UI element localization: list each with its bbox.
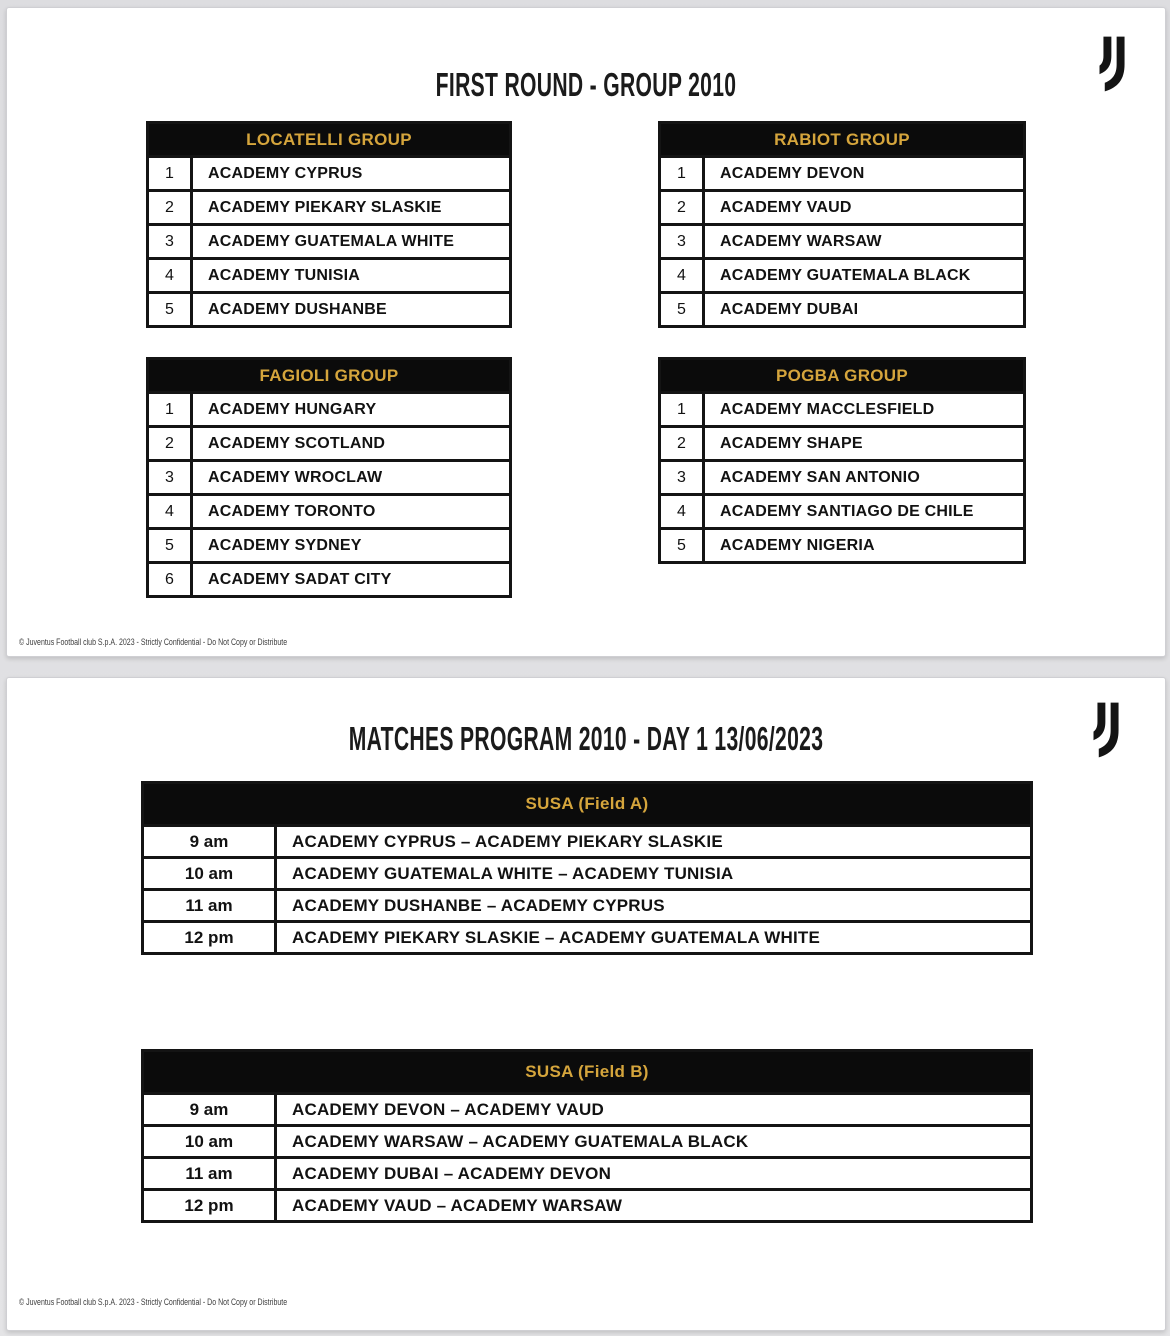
team-name: ACADEMY CYPRUS — [208, 164, 363, 182]
team-name: ACADEMY SAN ANTONIO — [720, 468, 920, 486]
group-header: RABIOT GROUP — [661, 124, 1023, 155]
team-name: ACADEMY TUNISIA — [208, 266, 361, 284]
group-row — [149, 527, 509, 561]
row-number: 4 — [661, 260, 705, 291]
group-row — [149, 561, 509, 595]
schedule-header: SUSA (Field B) — [144, 1052, 1030, 1092]
team-name: ACADEMY TORONTO — [208, 502, 376, 520]
schedule-row — [144, 856, 1030, 888]
row-number: 4 — [149, 260, 193, 291]
copyright-footer: © Juventus Football club S.p.A. 2023 - Strictly Confidential - Do Not Copy or Distribute — [19, 637, 288, 647]
row-number: 2 — [149, 428, 193, 459]
match-pairing: ACADEMY DUBAI – ACADEMY DEVON — [292, 1163, 612, 1183]
team-name: ACADEMY WROCLAW — [208, 468, 383, 486]
schedule-header: SUSA (Field A) — [144, 784, 1030, 824]
match-time: 10 am — [144, 859, 277, 888]
team-name: ACADEMY SCOTLAND — [208, 434, 386, 452]
match-time: 9 am — [144, 1095, 277, 1124]
match-pairing: ACADEMY GUATEMALA WHITE – ACADEMY TUNISIA — [292, 863, 734, 883]
row-number: 2 — [149, 192, 193, 223]
row-number: 3 — [149, 462, 193, 493]
row-number: 3 — [661, 226, 705, 257]
first-round-title: FIRST ROUND - GROUP 2010 — [435, 66, 737, 104]
team-name: ACADEMY DUSHANBE — [208, 300, 387, 318]
team-name: ACADEMY DEVON — [720, 164, 865, 182]
group-table-pogba — [658, 357, 1026, 564]
match-pairing: ACADEMY VAUD – ACADEMY WARSAW — [292, 1195, 623, 1215]
row-number: 5 — [661, 530, 705, 561]
schedule-row — [144, 1092, 1030, 1124]
page-first-round — [6, 7, 1166, 657]
match-time: 11 am — [144, 1159, 277, 1188]
group-row — [661, 189, 1023, 223]
row-number: 3 — [661, 462, 705, 493]
group-row — [149, 391, 509, 425]
team-name: ACADEMY SANTIAGO DE CHILE — [720, 502, 974, 520]
team-name: ACADEMY VAUD — [720, 198, 852, 216]
group-row — [661, 291, 1023, 325]
team-name: ACADEMY SADAT CITY — [208, 570, 392, 588]
row-number: 6 — [149, 564, 193, 595]
group-table-fagioli — [146, 357, 512, 598]
row-number: 5 — [661, 294, 705, 325]
group-row — [149, 291, 509, 325]
schedule-row — [144, 920, 1030, 952]
team-name: ACADEMY DUBAI — [720, 300, 859, 318]
team-name: ACADEMY WARSAW — [720, 232, 882, 250]
match-pairing: ACADEMY DUSHANBE – ACADEMY CYPRUS — [292, 895, 665, 915]
group-header: POGBA GROUP — [661, 360, 1023, 391]
match-pairing: ACADEMY WARSAW – ACADEMY GUATEMALA BLACK — [292, 1131, 749, 1151]
team-name: ACADEMY HUNGARY — [208, 400, 377, 418]
team-name: ACADEMY GUATEMALA WHITE — [208, 232, 455, 250]
group-row — [661, 425, 1023, 459]
juventus-logo-icon — [1087, 700, 1129, 758]
team-name: ACADEMY SYDNEY — [208, 536, 362, 554]
copyright-footer: © Juventus Football club S.p.A. 2023 - Strictly Confidential - Do Not Copy or Distribute — [19, 1297, 288, 1307]
group-row — [149, 459, 509, 493]
row-number: 5 — [149, 294, 193, 325]
schedule-row — [144, 824, 1030, 856]
match-time: 12 pm — [144, 923, 277, 952]
row-number: 3 — [149, 226, 193, 257]
schedule-table-field-a — [141, 781, 1033, 955]
row-number: 1 — [149, 158, 193, 189]
schedule-row — [144, 888, 1030, 920]
match-pairing: ACADEMY PIEKARY SLASKIE – ACADEMY GUATEMALA WHITE — [292, 927, 821, 947]
row-number: 4 — [661, 496, 705, 527]
schedule-table-field-b — [141, 1049, 1033, 1223]
group-row — [661, 493, 1023, 527]
match-pairing: ACADEMY DEVON – ACADEMY VAUD — [292, 1099, 604, 1119]
schedule-row — [144, 1156, 1030, 1188]
group-header: FAGIOLI GROUP — [149, 360, 509, 391]
group-row — [149, 493, 509, 527]
row-number: 1 — [661, 394, 705, 425]
group-table-rabiot — [658, 121, 1026, 328]
group-row — [661, 527, 1023, 561]
juventus-logo-icon — [1093, 34, 1135, 92]
row-number: 4 — [149, 496, 193, 527]
match-time: 10 am — [144, 1127, 277, 1156]
team-name: ACADEMY NIGERIA — [720, 536, 875, 554]
row-number: 1 — [661, 158, 705, 189]
team-name: ACADEMY MACCLESFIELD — [720, 400, 935, 418]
row-number: 2 — [661, 428, 705, 459]
schedule-row — [144, 1124, 1030, 1156]
group-row — [661, 155, 1023, 189]
matches-title: MATCHES PROGRAM 2010 - DAY 1 13/06/2023 — [348, 720, 824, 758]
match-time: 11 am — [144, 891, 277, 920]
group-row — [149, 189, 509, 223]
row-number: 1 — [149, 394, 193, 425]
row-number: 5 — [149, 530, 193, 561]
group-row — [661, 459, 1023, 493]
group-header: LOCATELLI GROUP — [149, 124, 509, 155]
match-time: 9 am — [144, 827, 277, 856]
group-row — [149, 155, 509, 189]
group-row — [149, 257, 509, 291]
group-row — [661, 391, 1023, 425]
row-number: 2 — [661, 192, 705, 223]
match-time: 12 pm — [144, 1191, 277, 1220]
page-matches-program — [6, 677, 1166, 1331]
group-table-locatelli — [146, 121, 512, 328]
group-row — [149, 223, 509, 257]
group-row — [149, 425, 509, 459]
team-name: ACADEMY SHAPE — [720, 434, 863, 452]
group-row — [661, 223, 1023, 257]
group-row — [661, 257, 1023, 291]
team-name: ACADEMY PIEKARY SLASKIE — [208, 198, 442, 216]
team-name: ACADEMY GUATEMALA BLACK — [720, 266, 971, 284]
match-pairing: ACADEMY CYPRUS – ACADEMY PIEKARY SLASKIE — [292, 831, 723, 851]
schedule-row — [144, 1188, 1030, 1220]
